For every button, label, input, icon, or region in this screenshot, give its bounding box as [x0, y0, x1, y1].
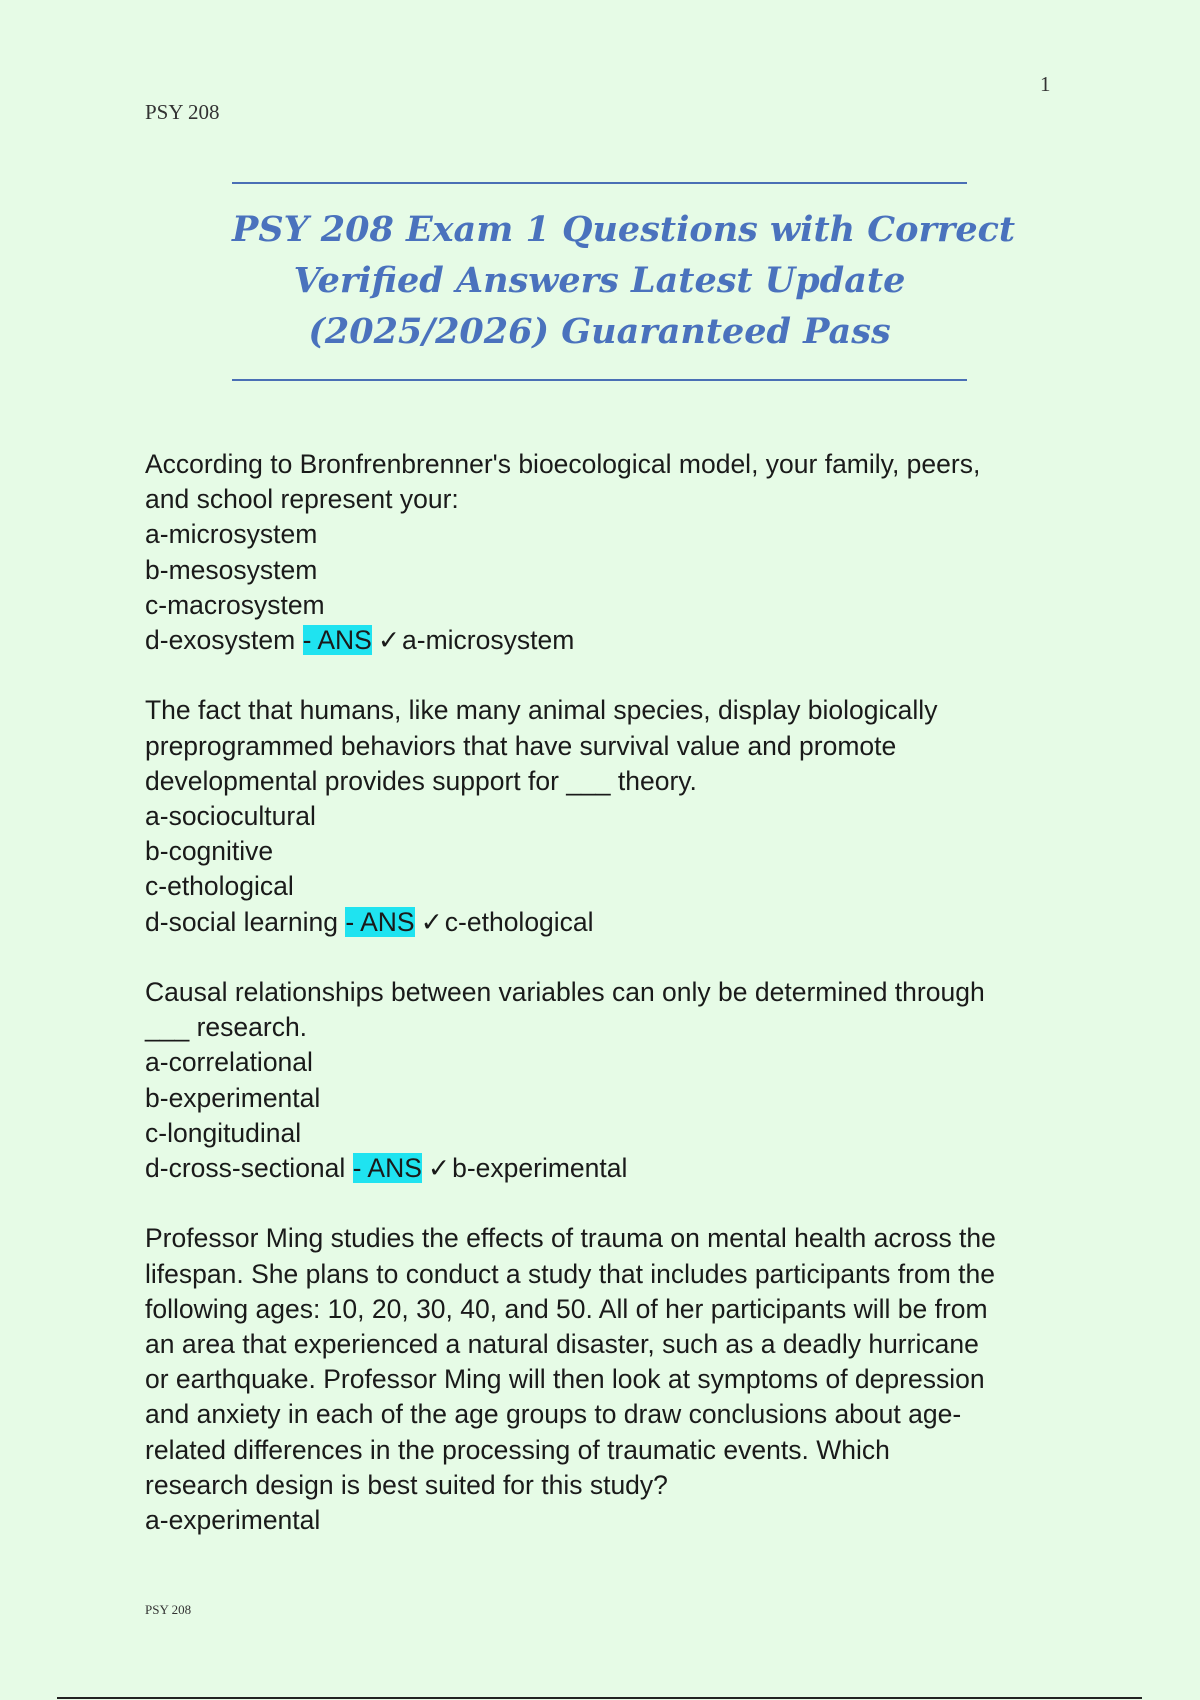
question-text-line: and school represent your: — [145, 484, 459, 515]
question-text-line: The fact that humans, like many animal species, display biologically — [145, 695, 938, 726]
question-list — [145, 447, 1065, 1573]
answer-option: b-cognitive — [145, 836, 274, 867]
answer-option: d-social learning — [145, 906, 338, 937]
answer-option: d-cross-sectional — [145, 1153, 346, 1184]
answer-marker: - ANS — [345, 906, 415, 937]
answer-option: b-experimental — [145, 1082, 321, 1113]
answer-option: d-exosystem — [145, 625, 296, 656]
correct-answer: c-ethological — [444, 906, 594, 937]
answer-option: a-correlational — [145, 1047, 313, 1078]
page-number: 1 — [1040, 72, 1051, 96]
title-line-2: Verified Answers Latest Update — [293, 260, 906, 301]
answer-line — [145, 1151, 1065, 1186]
question-item-4 — [145, 1221, 1065, 1538]
answer-option: a-microsystem — [145, 519, 318, 550]
check-icon: ✓ — [427, 1153, 451, 1184]
answer-option: a-experimental — [145, 1505, 321, 1536]
document-title — [232, 182, 1016, 381]
question-item-2 — [145, 693, 1065, 939]
correct-answer: a-microsystem — [402, 625, 575, 656]
answer-line — [145, 623, 1065, 658]
question-text-line: preprogrammed behaviors that have survival value and promote — [145, 730, 897, 761]
question-text-line: ___ research. — [145, 1012, 308, 1043]
answer-option: b-mesosystem — [145, 554, 318, 585]
running-footer: PSY 208 — [145, 1602, 192, 1617]
question-text-line: research design is best suited for this study? — [145, 1469, 668, 1500]
question-text-line: and anxiety in each of the age groups to draw conclusions about age- — [145, 1399, 962, 1430]
question-item-1 — [145, 447, 1065, 658]
check-icon: ✓ — [377, 625, 401, 656]
title-line-3: (2025/2026) Guaranteed Pass — [308, 311, 891, 352]
question-text-line: or earthquake. Professor Ming will then look at symptoms of depression — [145, 1364, 985, 1395]
answer-marker: - ANS — [302, 625, 372, 656]
running-header: PSY 208 — [145, 100, 220, 124]
answer-marker: - ANS — [352, 1153, 422, 1184]
question-text-line: an area that experienced a natural disaster, such as a deadly hurricane — [145, 1329, 979, 1360]
answer-option: c-longitudinal — [145, 1117, 302, 1148]
question-text-line: Professor Ming studies the effects of trauma on mental health across the — [145, 1223, 996, 1254]
title-line-1: PSY 208 Exam 1 Questions with Correct — [232, 209, 1016, 250]
question-text-line: related differences in the processing of traumatic events. Which — [145, 1434, 890, 1465]
question-text-line: following ages: 10, 20, 30, 40, and 50. All of her participants will be from — [145, 1293, 988, 1324]
check-icon: ✓ — [420, 906, 443, 937]
question-text-line: According to Bronfrenbrenner's bioecological model, your family, peers, — [145, 449, 981, 479]
answer-line — [145, 905, 1065, 940]
question-text-line: Causal relationships between variables can only be determined through — [145, 977, 985, 1008]
answer-option: a-sociocultural — [145, 801, 316, 832]
answer-option: c-ethological — [145, 871, 294, 902]
question-item-3 — [145, 975, 1065, 1186]
correct-answer: b-experimental — [452, 1153, 628, 1184]
question-text-line: lifespan. She plans to conduct a study that includes participants from the — [145, 1258, 995, 1289]
answer-option: c-macrosystem — [145, 589, 325, 620]
question-text-line: developmental provides support for ___ theory. — [145, 765, 697, 796]
footer-divider — [57, 1697, 1142, 1699]
